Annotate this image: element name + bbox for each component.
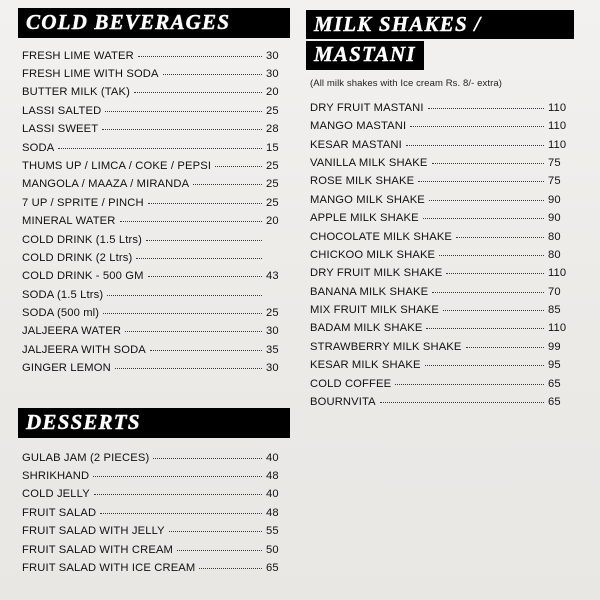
menu-item-price: 15: [266, 141, 279, 154]
menu-item-name: LASSI SWEET: [22, 123, 99, 136]
menu-item-price: 110: [548, 101, 567, 114]
menu-item: [310, 393, 572, 411]
menu-item-name: ROSE MILK SHAKE: [310, 175, 415, 188]
menu-item-price: 40: [266, 451, 279, 464]
leader-dots: [115, 368, 262, 369]
menu-item-name: 7 UP / SPRITE / PINCH: [22, 196, 144, 209]
menu-item-price: 110: [548, 267, 567, 280]
leader-dots: [58, 148, 262, 149]
leader-dots: [103, 313, 262, 314]
leader-dots: [100, 513, 262, 514]
leader-dots: [406, 145, 544, 146]
leader-dots: [94, 494, 262, 495]
menu-item-price: 20: [266, 86, 279, 99]
menu-item-name: DRY FRUIT MILK SHAKE: [310, 267, 443, 280]
leader-dots: [429, 200, 544, 201]
menu-item: [310, 265, 572, 283]
menu-item-name: SODA (1.5 Ltrs): [22, 288, 104, 301]
leader-dots: [446, 273, 544, 274]
menu-item-price: 75: [548, 175, 561, 188]
menu-item: [22, 523, 288, 541]
menu-item: [22, 304, 288, 322]
cold-beverages-title: COLD BEVERAGES: [26, 10, 231, 34]
menu-item-price: 99: [548, 340, 561, 353]
milk-shakes-title-line1: MILK SHAKES /: [314, 12, 482, 36]
menu-item-name: COLD DRINK (1.5 Ltrs): [22, 233, 143, 246]
menu-item-name: VANILLA MILK SHAKE: [310, 156, 428, 169]
leader-dots: [395, 384, 544, 385]
leader-dots: [456, 237, 544, 238]
leader-dots: [439, 255, 544, 256]
menu-item-name: DRY FRUIT MASTANI: [310, 101, 424, 114]
leader-dots: [418, 181, 544, 182]
leader-dots: [380, 402, 544, 403]
menu-item-price: 25: [266, 104, 279, 117]
menu-item-price: 110: [548, 322, 567, 335]
menu-item-price: 48: [266, 506, 279, 519]
menu-item-name: FRUIT SALAD: [22, 506, 97, 519]
menu-item-price: 30: [266, 67, 279, 80]
menu-item: [22, 268, 288, 286]
menu-item: [310, 246, 572, 264]
leader-dots: [150, 350, 262, 351]
menu-item: [22, 231, 288, 249]
menu-item: [22, 84, 288, 102]
menu-item-price: 25: [266, 196, 279, 209]
menu-item-name: KESAR MILK SHAKE: [310, 359, 421, 372]
menu-item: [310, 191, 572, 209]
menu-item-name: COLD JELLY: [22, 488, 90, 501]
menu-item: [22, 176, 288, 194]
menu-item-name: FRUIT SALAD WITH JELLY: [22, 525, 165, 538]
menu-item-name: FRESH LIME WATER: [22, 49, 134, 62]
leader-dots: [443, 310, 544, 311]
menu-item: [310, 357, 572, 375]
menu-item: [22, 449, 288, 467]
menu-item: [22, 323, 288, 341]
menu-item-name: SODA: [22, 141, 55, 154]
menu-item-price: 80: [548, 230, 561, 243]
menu-item: [22, 157, 288, 175]
menu-item-price: 28: [266, 123, 279, 136]
leader-dots: [193, 184, 262, 185]
menu-item: [22, 360, 288, 378]
menu-item: [22, 541, 288, 559]
menu-item-price: 25: [266, 307, 279, 320]
menu-item-name: BADAM MILK SHAKE: [310, 322, 423, 335]
menu-item-price: 55: [266, 525, 279, 538]
menu-item: [22, 286, 288, 304]
leader-dots: [199, 568, 262, 569]
menu-item-name: MINERAL WATER: [22, 215, 116, 228]
menu-item: [310, 118, 572, 136]
menu-item-price: 110: [548, 138, 567, 151]
leader-dots: [215, 166, 262, 167]
menu-item: [22, 47, 288, 65]
menu-item-name: JALJEERA WITH SODA: [22, 343, 146, 356]
menu-item-price: 48: [266, 470, 279, 483]
menu-item: [22, 121, 288, 139]
menu-item-name: MIX FRUIT MILK SHAKE: [310, 304, 439, 317]
leader-dots: [177, 550, 262, 551]
menu-item-name: FRUIT SALAD WITH CREAM: [22, 543, 174, 556]
leader-dots: [426, 328, 544, 329]
menu-item-name: LASSI SALTED: [22, 104, 102, 117]
menu-item-name: THUMS UP / LIMCA / COKE / PEPSI: [22, 159, 212, 172]
menu-item: [310, 154, 572, 172]
menu-item: [22, 65, 288, 83]
leader-dots: [148, 276, 262, 277]
menu-item: [310, 228, 572, 246]
menu-item-name: FRESH LIME WITH SODA: [22, 67, 159, 80]
menu-item-price: 25: [266, 178, 279, 191]
leader-dots: [432, 163, 544, 164]
leader-dots: [153, 458, 262, 459]
cold-beverages-list: [18, 47, 290, 378]
leader-dots: [163, 74, 262, 75]
leader-dots: [432, 292, 544, 293]
menu-item-price: 95: [548, 359, 561, 372]
menu-item: [22, 467, 288, 485]
leader-dots: [102, 129, 262, 130]
menu-item-price: 85: [548, 304, 561, 317]
milk-shakes-title-line2: MASTANI: [314, 42, 416, 67]
menu-item-name: GINGER LEMON: [22, 362, 111, 375]
menu-item-price: 35: [266, 343, 279, 356]
menu-item: [310, 283, 572, 301]
leader-dots: [120, 221, 262, 222]
leader-dots: [134, 92, 262, 93]
milk-shakes-title-line1-bar: [306, 10, 574, 39]
desserts-list: [18, 449, 290, 578]
menu-item-price: 43: [266, 270, 279, 283]
menu-item-name: JALJEERA WATER: [22, 325, 122, 338]
leader-dots: [169, 531, 262, 532]
menu-item: [22, 559, 288, 577]
menu-item-name: MANGOLA / MAAZA / MIRANDA: [22, 178, 190, 191]
menu-item-name: BOURNVITA: [310, 396, 376, 409]
menu-item: [310, 99, 572, 117]
leader-dots: [107, 295, 262, 296]
menu-item-price: 90: [548, 212, 561, 225]
menu-item-name: SODA (500 ml): [22, 307, 100, 320]
menu-item: [310, 210, 572, 228]
leader-dots: [425, 365, 544, 366]
desserts-header: [18, 408, 290, 438]
menu-item-price: 80: [548, 248, 561, 261]
menu-item-name: BANANA MILK SHAKE: [310, 285, 429, 298]
menu-item: [22, 486, 288, 504]
menu-item-name: MANGO MILK SHAKE: [310, 193, 425, 206]
menu-item-price: 30: [266, 325, 279, 338]
menu-item-price: 50: [266, 543, 279, 556]
menu-item-name: CHICKOO MILK SHAKE: [310, 248, 436, 261]
menu-item: [310, 320, 572, 338]
menu-item-price: 65: [548, 377, 561, 390]
menu-item-name: BUTTER MILK (TAK): [22, 86, 131, 99]
menu-item: [22, 504, 288, 522]
menu-item-name: CHOCOLATE MILK SHAKE: [310, 230, 453, 243]
leader-dots: [146, 240, 262, 241]
menu-item-price: 65: [548, 396, 561, 409]
leader-dots: [138, 56, 262, 57]
menu-item-price: 90: [548, 193, 561, 206]
menu-item-name: COLD DRINK (2 Ltrs): [22, 251, 133, 264]
menu-item-name: SHRIKHAND: [22, 470, 90, 483]
menu-item: [22, 139, 288, 157]
left-column: [18, 8, 290, 592]
desserts-title: DESSERTS: [26, 410, 141, 435]
menu-item-price: 70: [548, 285, 561, 298]
leader-dots: [125, 331, 262, 332]
leader-dots: [410, 126, 544, 127]
milk-shakes-list: [306, 99, 574, 412]
menu-item-name: COLD COFFEE: [310, 377, 392, 390]
milk-shakes-note: (All milk shakes with Ice cream Rs. 8/- extra): [310, 78, 503, 90]
milk-shakes-title-line2-bar: [306, 41, 424, 70]
leader-dots: [423, 218, 544, 219]
menu-item-name: GULAB JAM (2 PIECES): [22, 451, 150, 464]
menu-item: [22, 213, 288, 231]
menu-item: [310, 375, 572, 393]
right-column: [306, 8, 574, 592]
leader-dots: [105, 111, 262, 112]
menu-item-name: KESAR MASTANI: [310, 138, 402, 151]
menu-item: [22, 102, 288, 120]
menu-item-name: COLD DRINK - 500 GM: [22, 270, 144, 283]
leader-dots: [148, 203, 262, 204]
menu-item: [310, 136, 572, 154]
menu-item: [310, 338, 572, 356]
milk-shakes-header: [306, 10, 574, 70]
desserts-block: [18, 408, 290, 578]
menu-item: [22, 249, 288, 267]
menu-item-price: 40: [266, 488, 279, 501]
cold-beverages-header: [18, 8, 290, 38]
menu-item-price: 110: [548, 120, 567, 133]
menu-item-price: 30: [266, 362, 279, 375]
menu-item-name: FRUIT SALAD WITH ICE CREAM: [22, 561, 196, 574]
menu-item: [22, 341, 288, 359]
menu-item-price: 75: [548, 156, 561, 169]
menu-item: [310, 301, 572, 319]
leader-dots: [428, 108, 544, 109]
leader-dots: [136, 258, 262, 259]
menu-item-name: MANGO MASTANI: [310, 120, 407, 133]
menu-item-price: 65: [266, 561, 279, 574]
menu-item: [310, 173, 572, 191]
menu-item-name: APPLE MILK SHAKE: [310, 212, 419, 225]
leader-dots: [466, 347, 544, 348]
leader-dots: [93, 476, 262, 477]
menu-item-price: 20: [266, 215, 279, 228]
menu-item-price: 25: [266, 159, 279, 172]
menu-item-name: STRAWBERRY MILK SHAKE: [310, 340, 462, 353]
menu-item: [22, 194, 288, 212]
menu-item-price: 30: [266, 49, 279, 62]
